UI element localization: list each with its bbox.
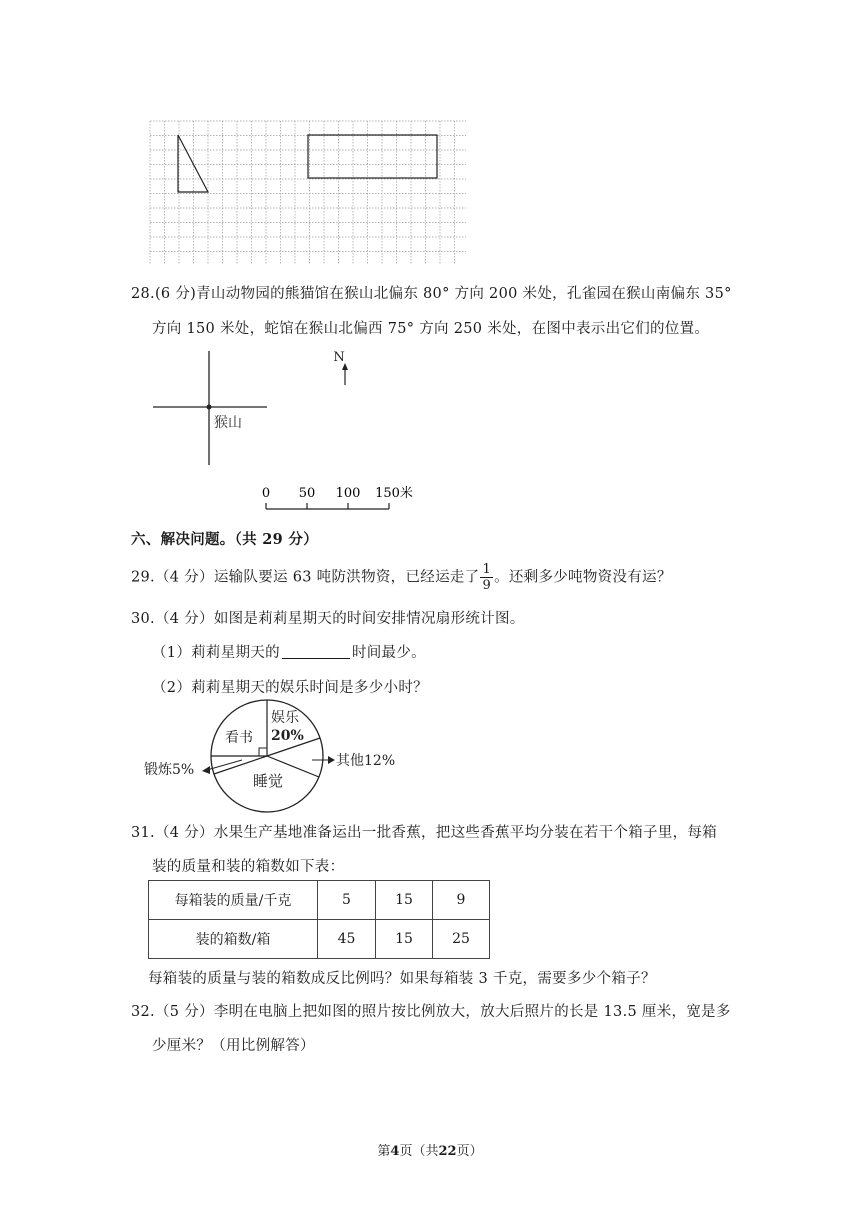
q31-number: 31. [131, 825, 155, 841]
q31-score: （4 分） [154, 825, 214, 841]
q30-text: 如图是莉莉星期天的时间安排情况扇形统计图。 [213, 611, 525, 627]
right-angle-mark [259, 748, 267, 756]
q30-sub2: （2）莉莉星期天的娱乐时间是多少小时？ [152, 680, 428, 696]
pie-chart [142, 698, 412, 818]
q32-score: （5 分） [154, 1004, 214, 1020]
page-total: 22 [438, 1144, 457, 1159]
q30-sub1-before: （1）莉莉星期天的 [152, 645, 280, 661]
table-cell: 15 [376, 920, 433, 959]
table-row [149, 920, 490, 959]
footer-middle: 页（共 [399, 1144, 439, 1159]
q28-line2: 方向 150 米处，蛇馆在猴山北偏西 75° 方向 250 米处，在图中表示出它们的位置。 [152, 321, 710, 337]
table-cell: 每箱装的质量/千克 [149, 881, 318, 920]
scale-label-100: 100 [335, 486, 361, 501]
slice-label-reading: 看书 [225, 730, 253, 746]
q28-text: 青山动物园的熊猫馆在猴山北偏东 80° 方向 200 米处，孔雀园在猴山南偏东 35° [196, 286, 732, 302]
q32-line2: 少厘米？（用比例解答） [152, 1038, 315, 1054]
table-cell: 25 [433, 920, 490, 959]
q31-line1 [131, 821, 717, 842]
slice-value-entertainment: 20% [271, 728, 304, 744]
q30-score: （4 分） [154, 611, 214, 627]
fraction-denominator: 9 [482, 578, 492, 593]
q28-number: 28. [131, 286, 155, 302]
other-arrowhead-icon [328, 756, 335, 764]
rectangle-shape [308, 135, 437, 178]
table-cell: 装的箱数/箱 [149, 920, 318, 959]
table-cell: 15 [376, 881, 433, 920]
q30-line [131, 607, 525, 628]
direction-map [148, 345, 438, 517]
answer-blank[interactable] [282, 644, 350, 659]
q31-text: 水果生产基地准备运出一批香蕉，把这些香蕉平均分装在若干个箱子里，每箱 [213, 825, 718, 841]
q32-text: 李明在电脑上把如图的照片按比例放大，放大后照片的长是 13.5 厘米，宽是多 [213, 1004, 731, 1020]
scale-label-50: 50 [298, 486, 316, 501]
monkey-hill-point [207, 405, 212, 410]
exercise-arrowhead-icon [202, 766, 210, 774]
q30-sub1 [152, 641, 426, 662]
slice-label-exercise: 锻炼5% [144, 762, 195, 778]
q30-sub1-after: 时间最少。 [351, 645, 426, 661]
q29-fraction [480, 563, 493, 592]
table-cell: 45 [318, 920, 376, 959]
scale-label-150: 150米 [375, 486, 413, 501]
q28-score: (6 分) [154, 286, 197, 302]
table-cell: 9 [433, 881, 490, 920]
table-row [149, 881, 490, 920]
slice-label-sleep: 睡觉 [253, 772, 284, 790]
q29-line [131, 563, 672, 592]
footer-prefix: 第 [377, 1144, 391, 1159]
slice-label-other: 其他12% [336, 753, 396, 769]
q28-line1 [131, 282, 732, 303]
grid-figure [148, 120, 468, 266]
section-title: 六、解决问题。（共 29 分） [131, 531, 319, 548]
q32-line1 [131, 1000, 731, 1021]
data-table [148, 880, 490, 959]
q31-question: 每箱装的质量与装的箱数成反比例吗？如果每箱装 3 千克，需要多少个箱子？ [148, 971, 656, 987]
q32-number: 32. [131, 1004, 155, 1020]
q29-text-after: 。还剩多少吨物资没有运？ [494, 569, 672, 586]
q29-text-before: 运输队要运 63 吨防洪物资，已经运走了 [213, 569, 480, 586]
footer-suffix: 页） [456, 1144, 483, 1159]
q29-number: 29. [131, 569, 155, 586]
slice-label-entertainment: 娱乐 [271, 710, 299, 726]
triangle-shape [178, 135, 208, 192]
q31-line2: 装的质量和装的箱数如下表： [152, 859, 345, 875]
q29-score: （4 分） [154, 569, 214, 586]
north-label: N [333, 350, 345, 365]
table-cell: 5 [318, 881, 376, 920]
fraction-numerator: 1 [482, 562, 492, 577]
q30-number: 30. [131, 611, 155, 627]
page-number: 4 [390, 1144, 400, 1159]
scale-label-0: 0 [261, 486, 271, 501]
monkey-hill-label: 猴山 [214, 415, 242, 431]
page-footer [0, 1140, 860, 1159]
